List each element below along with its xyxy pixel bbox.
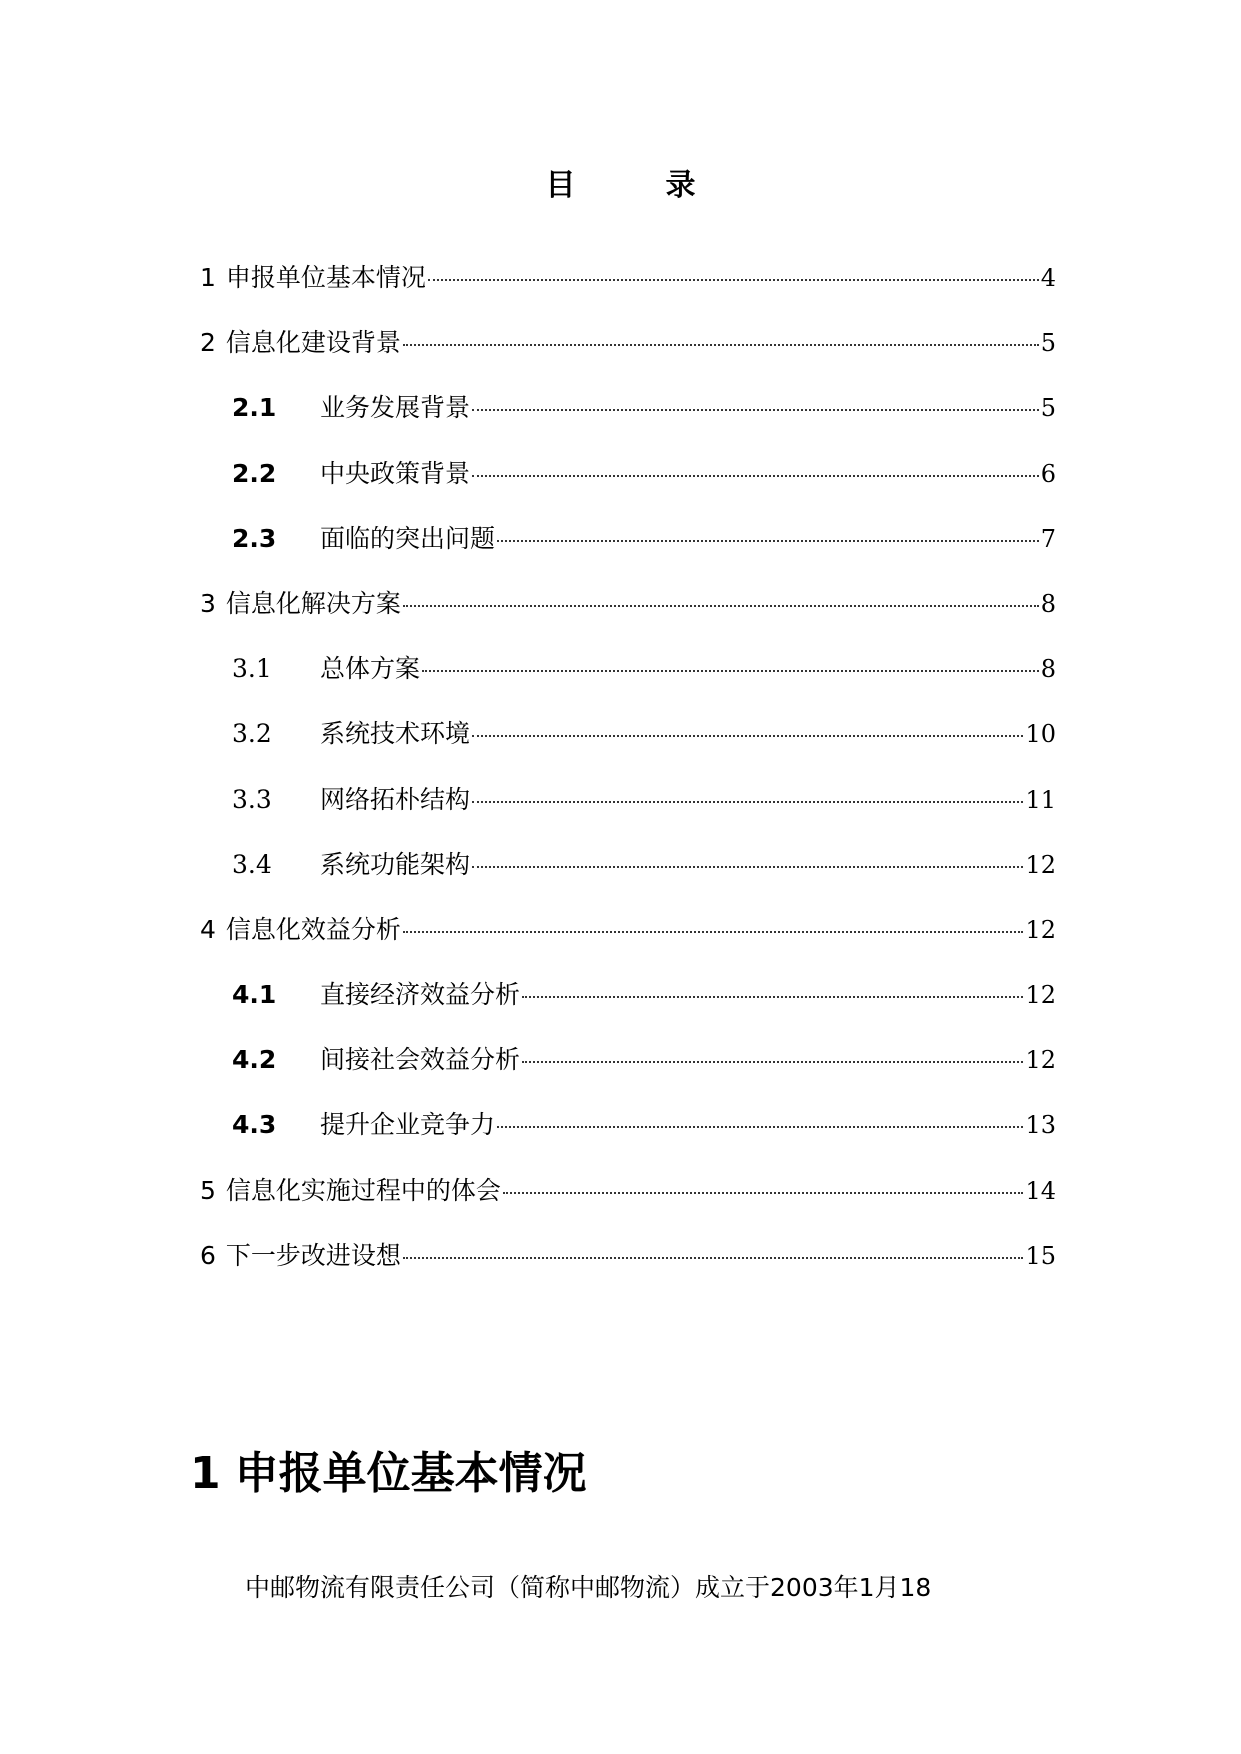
toc-entry-label: 信息化效益分析: [225, 914, 401, 944]
toc-entry-number: 4: [200, 914, 216, 944]
toc-entry-label: 信息化实施过程中的体会: [225, 1175, 501, 1205]
toc-entry-page: 6: [1040, 459, 1056, 488]
toc-entry[interactable]: [200, 388, 1056, 453]
toc-leader-dots: [472, 801, 1023, 803]
toc-entry-label: 系统功能架构: [320, 849, 471, 879]
toc-leader-dots: [472, 866, 1023, 868]
toc-entry-number: 1: [200, 263, 216, 292]
toc-leader-dots: [522, 996, 1023, 998]
toc-entry-page: 8: [1040, 589, 1056, 618]
toc-entry-label: 提升企业竞争力: [320, 1110, 496, 1140]
toc-entry[interactable]: [200, 975, 1056, 1040]
toc-leader-dots: [403, 344, 1039, 346]
toc-entry[interactable]: [200, 584, 1056, 649]
toc-entry[interactable]: [200, 845, 1056, 910]
toc-entry-number: 4.3: [232, 1110, 277, 1140]
toc-entry-label: 网络拓朴结构: [320, 784, 471, 814]
toc-entry-page: 12: [1025, 1046, 1056, 1075]
section-number: 1: [190, 1448, 221, 1499]
toc-leader-dots: [472, 735, 1023, 737]
toc-entry-number: 2: [200, 328, 216, 358]
toc-entry[interactable]: [200, 258, 1056, 323]
toc-leader-dots: [428, 279, 1039, 281]
toc-entry-page: 11: [1025, 785, 1056, 814]
toc-entry-number: 3.3: [232, 784, 272, 814]
toc-entry[interactable]: [200, 454, 1056, 519]
toc-entry-page: 10: [1025, 720, 1056, 749]
toc-entry-label: 信息化解决方案: [225, 588, 401, 618]
toc-entry-page: 14: [1025, 1176, 1056, 1205]
toc-entry[interactable]: [200, 1105, 1056, 1170]
toc-entry-label: 间接社会效益分析: [320, 1045, 521, 1075]
toc-entry[interactable]: [200, 780, 1056, 845]
toc-entry-page: 5: [1040, 329, 1056, 358]
toc-entry-page: 5: [1040, 394, 1056, 423]
toc-entry-label: 总体方案: [320, 654, 421, 684]
toc-entry-label: 面临的突出问题: [320, 523, 496, 553]
toc-entry-page: 8: [1040, 655, 1056, 684]
toc-entry-number: 3.2: [232, 719, 272, 749]
section-heading: [190, 1437, 587, 1501]
toc-entry[interactable]: [200, 714, 1056, 779]
toc-entry-label: 信息化建设背景: [225, 328, 401, 358]
toc-entry-number: 4.2: [232, 1045, 277, 1075]
toc-entry[interactable]: [200, 1040, 1056, 1105]
toc-entry-number: 3: [200, 588, 216, 618]
toc-entry[interactable]: [200, 910, 1056, 975]
toc-leader-dots: [497, 540, 1039, 542]
toc-leader-dots: [497, 1126, 1023, 1128]
toc-entry-number: 2.3: [232, 523, 277, 553]
toc-entry[interactable]: [200, 649, 1056, 714]
toc-entry-number: 2.2: [232, 458, 277, 488]
toc-entry-page: 12: [1025, 981, 1056, 1010]
toc-entry-number: 6: [200, 1240, 216, 1270]
toc-entry-number: 4.1: [232, 980, 277, 1010]
toc-entry-number: 3.1: [232, 654, 272, 684]
toc-entry-label: 下一步改进设想: [225, 1240, 401, 1270]
toc-leader-dots: [522, 1061, 1023, 1063]
toc-entry-page: 15: [1025, 1241, 1056, 1270]
toc-leader-dots: [403, 1257, 1024, 1259]
toc-entry-label: 系统技术环境: [320, 719, 471, 749]
toc-entry[interactable]: [200, 323, 1056, 388]
toc-entry-page: 7: [1040, 524, 1056, 553]
toc-entry-page: 12: [1025, 850, 1056, 879]
toc-leader-dots: [472, 475, 1039, 477]
toc-entry[interactable]: [200, 1236, 1056, 1301]
toc-entry-label: 中央政策背景: [320, 458, 471, 488]
toc-entry-number: 5: [200, 1175, 216, 1205]
toc-entry-page: 13: [1025, 1111, 1056, 1140]
toc-leader-dots: [472, 409, 1039, 411]
toc-entry-number: 2.1: [232, 393, 277, 423]
body-paragraph: 中邮物流有限责任公司（简称中邮物流）成立于2003年1月18: [245, 1573, 932, 1602]
toc-leader-dots: [503, 1192, 1024, 1194]
toc-entry-label: 业务发展背景: [320, 393, 471, 423]
toc-title: 目 录: [545, 168, 726, 203]
toc-entry-page: 4: [1040, 264, 1056, 292]
toc-leader-dots: [403, 605, 1039, 607]
toc-entry-label: 直接经济效益分析: [320, 980, 521, 1010]
toc-entry[interactable]: [200, 519, 1056, 584]
toc-entry-number: 3.4: [232, 849, 272, 879]
table-of-contents: [200, 258, 1056, 1301]
toc-entry-label: 申报单位基本情况: [225, 263, 426, 292]
toc-leader-dots: [403, 931, 1024, 933]
toc-leader-dots: [422, 670, 1039, 672]
toc-entry[interactable]: [200, 1171, 1056, 1236]
section-title: 申报单位基本情况: [234, 1448, 587, 1499]
toc-entry-page: 12: [1025, 915, 1056, 944]
